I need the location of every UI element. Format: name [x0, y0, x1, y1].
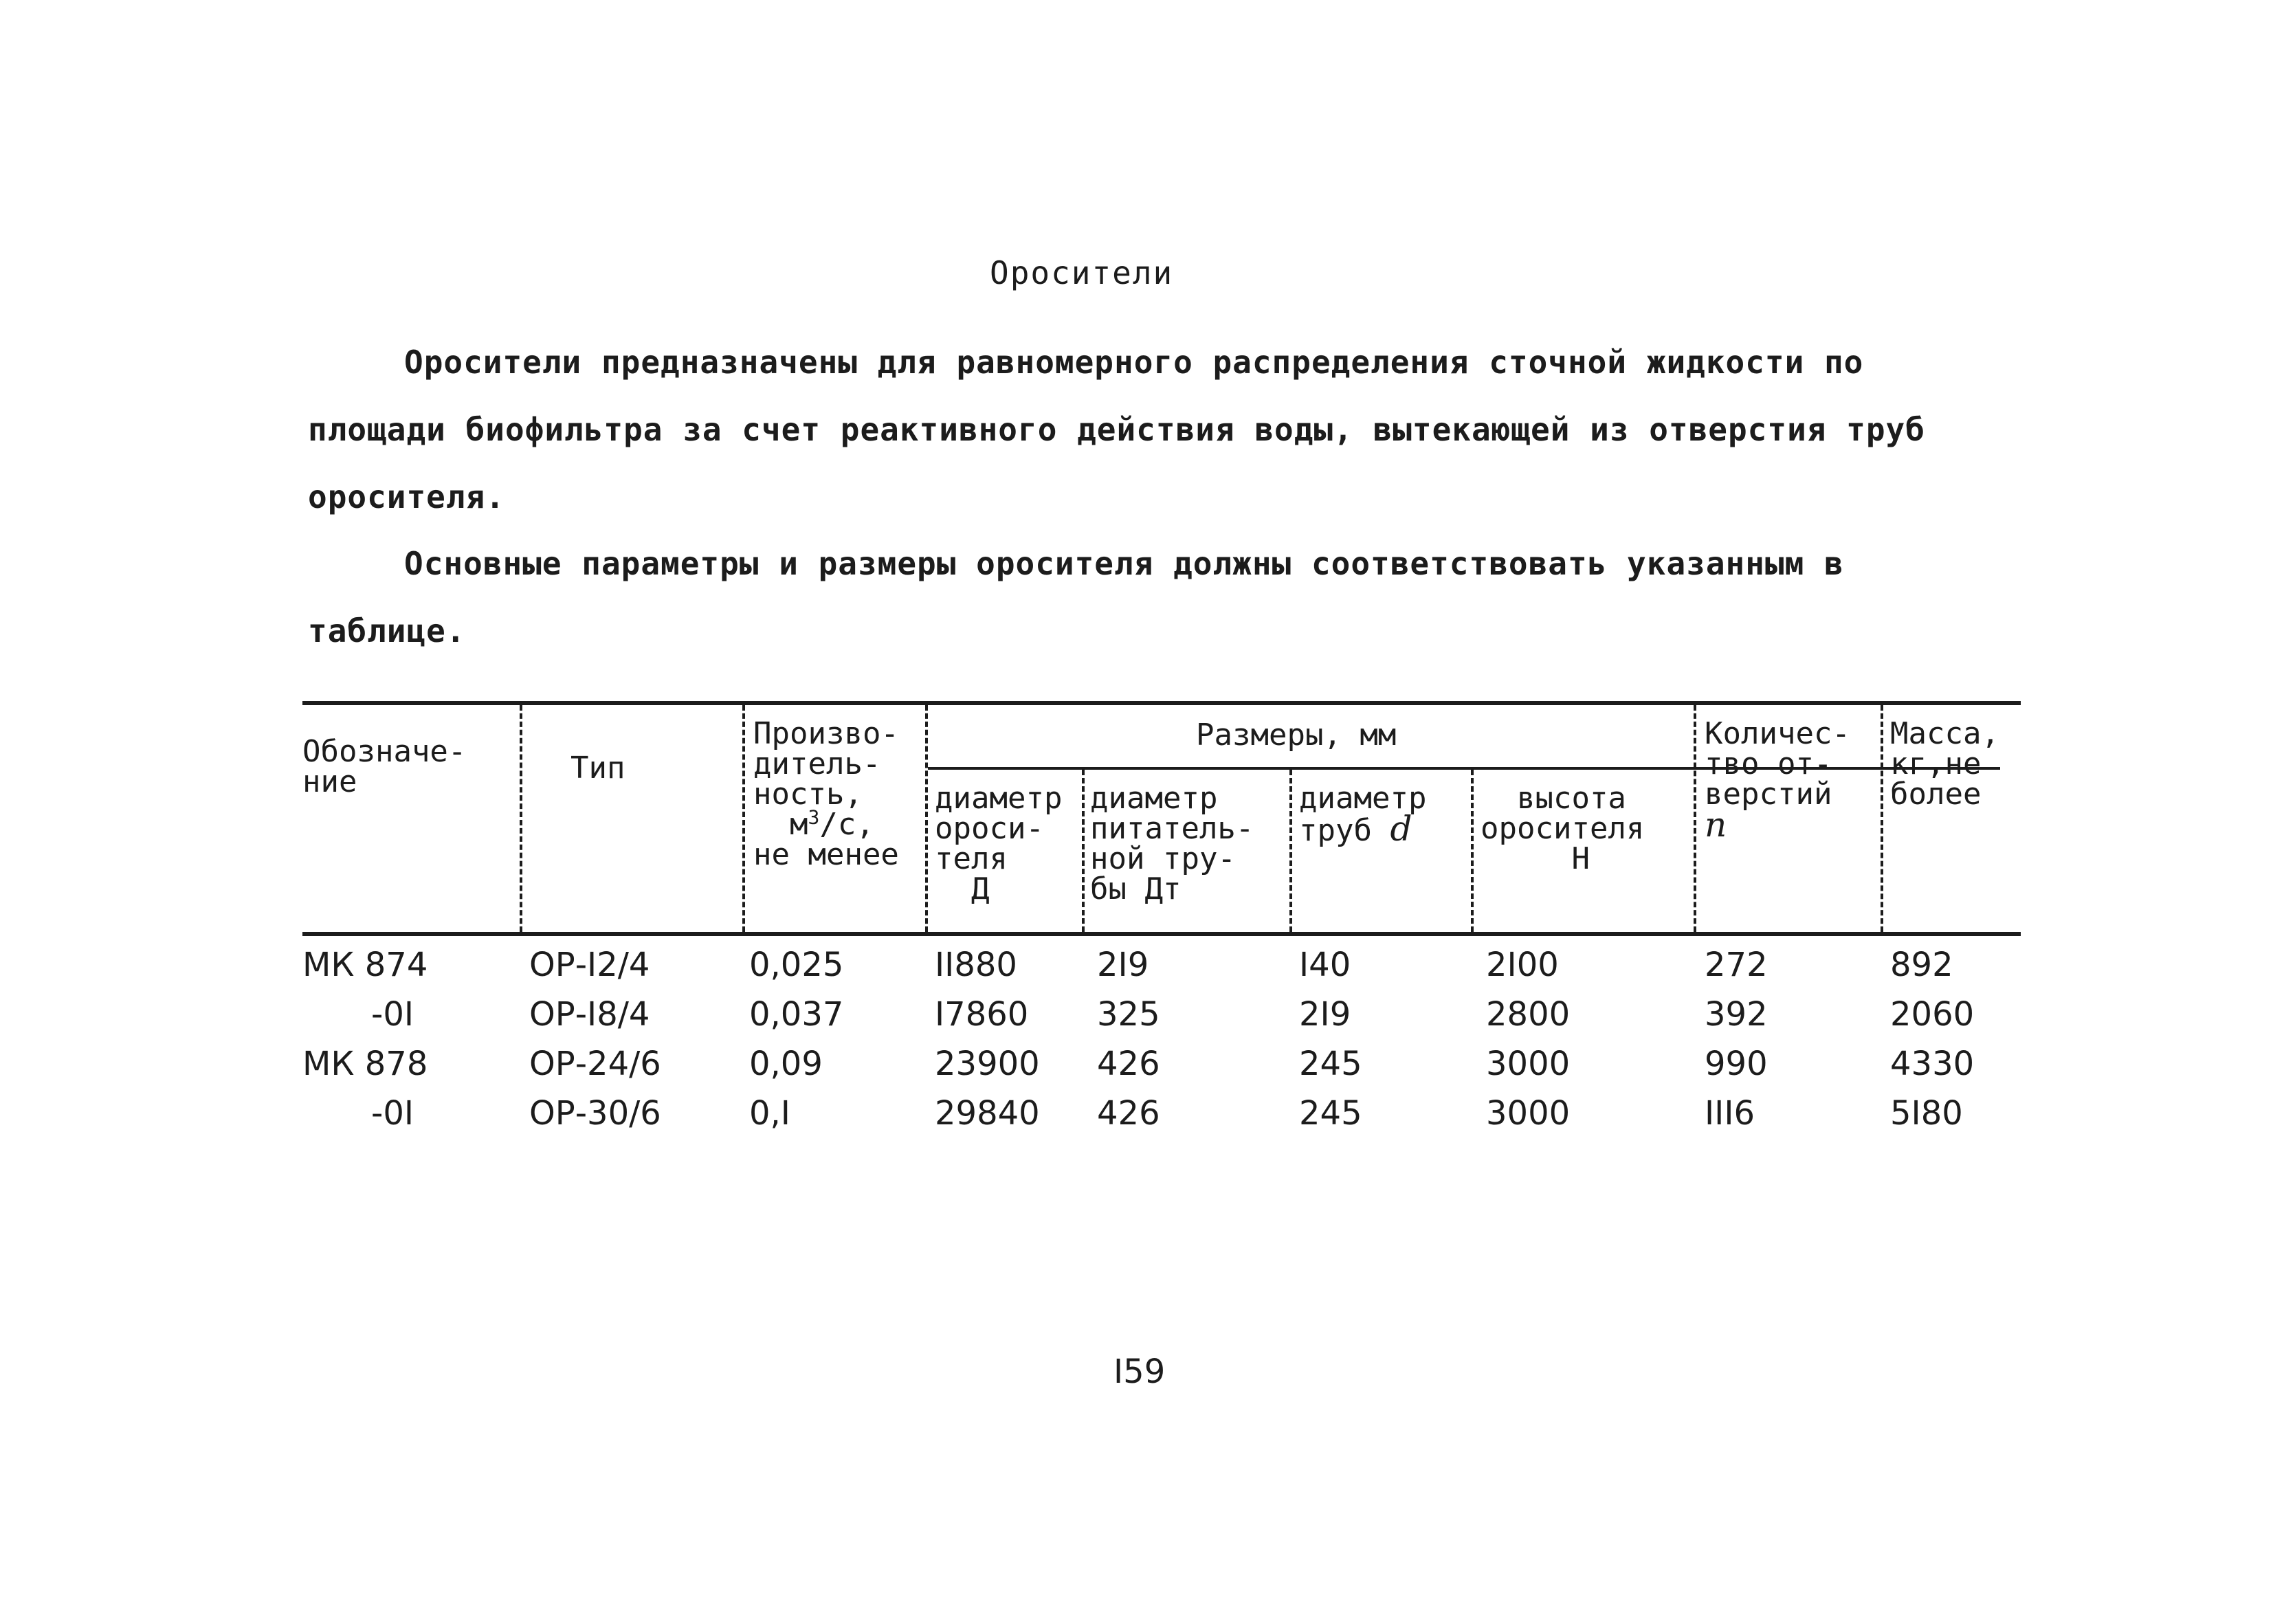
cell-type: ОР-24/6: [529, 1045, 661, 1083]
cell-type: ОР-I8/4: [529, 995, 650, 1034]
header-bottom-rule: [302, 932, 2021, 936]
column-separator: [925, 705, 928, 932]
column-separator: [520, 705, 522, 932]
column-separator: [1082, 770, 1085, 932]
cell-mass: 4330: [1890, 1045, 1975, 1083]
paragraph-parameters: [308, 530, 1992, 665]
column-separator: [1289, 770, 1292, 932]
cell-height: 2800: [1486, 995, 1571, 1034]
cell-feed-pipe-diameter: 426: [1097, 1094, 1160, 1133]
cell-mass: 2060: [1890, 995, 1975, 1034]
cell-height: 3000: [1486, 1094, 1571, 1133]
header-pipe-diameter-label: диаметр труб: [1299, 781, 1427, 848]
column-separator: [1881, 705, 1883, 932]
header-type: Тип: [570, 750, 625, 786]
header-capacity-unit: /с, не менее: [753, 807, 899, 872]
column-separator: [1471, 770, 1474, 932]
cell-pipe-diameter: I40: [1299, 946, 1351, 984]
column-separator: [742, 705, 745, 932]
cell-sprinkler-diameter: 29840: [935, 1094, 1040, 1133]
cell-capacity: 0,09: [749, 1045, 823, 1083]
cell-pipe-diameter: 2I9: [1299, 995, 1351, 1034]
cell-designation: -0I: [371, 1094, 414, 1133]
cell-feed-pipe-diameter: 2I9: [1097, 946, 1149, 984]
cell-capacity: 0,037: [749, 995, 844, 1034]
cell-sprinkler-diameter: II880: [935, 946, 1017, 984]
cell-pipe-diameter: 245: [1299, 1094, 1362, 1133]
table-top-rule: [302, 701, 2021, 705]
header-holes-symbol: n: [1705, 805, 1727, 845]
header-designation: Обозначе- ние: [302, 734, 467, 799]
header-holes: [1705, 716, 1850, 845]
cell-pipe-diameter: 245: [1299, 1045, 1362, 1083]
cell-feed-pipe-diameter: 426: [1097, 1045, 1160, 1083]
cell-holes: 272: [1705, 946, 1768, 984]
header-holes-label: Количес- тво от- верстий: [1705, 716, 1850, 812]
header-height: высота оросителя Н: [1481, 781, 1645, 876]
cell-designation: -0I: [371, 995, 414, 1034]
cell-height: 3000: [1486, 1045, 1571, 1083]
cell-type: ОР-I2/4: [529, 946, 650, 984]
header-pipe-diameter: [1299, 781, 1427, 849]
header-pipe-diameter-symbol: d: [1390, 809, 1412, 849]
header-sprinkler-diameter: диаметр ороси- теля Д: [935, 781, 1063, 906]
cell-holes: 990: [1705, 1045, 1768, 1083]
page-number: I59: [1113, 1353, 1166, 1391]
header-capacity-exponent: 3: [808, 805, 820, 829]
cell-mass: 892: [1890, 946, 1953, 984]
cell-capacity: 0,I: [749, 1094, 790, 1133]
header-feed-pipe-diameter: диаметр питатель- ной тру- бы Дт: [1090, 781, 1254, 906]
cell-sprinkler-diameter: 23900: [935, 1045, 1040, 1083]
paragraph-purpose: [308, 329, 1992, 531]
cell-designation: МК 874: [302, 946, 428, 984]
cell-holes: III6: [1705, 1094, 1755, 1133]
cell-designation: МК 878: [302, 1045, 428, 1083]
cell-type: ОР-30/6: [529, 1094, 661, 1133]
header-capacity-text: Произво- дитель- ность, м: [753, 716, 899, 842]
header-mass: Масса, кг,не более: [1890, 716, 1999, 812]
paragraph-parameters-text: Основные параметры и размеры оросителя должны соответствовать указанным в таблице.: [308, 545, 1844, 649]
cell-sprinkler-diameter: I7860: [935, 995, 1029, 1034]
cell-holes: 392: [1705, 995, 1768, 1034]
header-capacity: [753, 716, 899, 872]
cell-mass: 5I80: [1890, 1094, 1963, 1133]
cell-feed-pipe-diameter: 325: [1097, 995, 1160, 1034]
column-separator: [1694, 705, 1696, 932]
header-dimensions: Размеры, мм: [1196, 718, 1397, 753]
paragraph-purpose-text: Оросители предназначены для равномерного распределения сточной жидкости по площади биофильтра за счет реактивного действия воды, вытекающей из отверстия труб оросителя.: [308, 344, 1925, 515]
cell-capacity: 0,025: [749, 946, 844, 984]
section-title: Оросители: [990, 254, 1174, 291]
cell-height: 2I00: [1486, 946, 1559, 984]
